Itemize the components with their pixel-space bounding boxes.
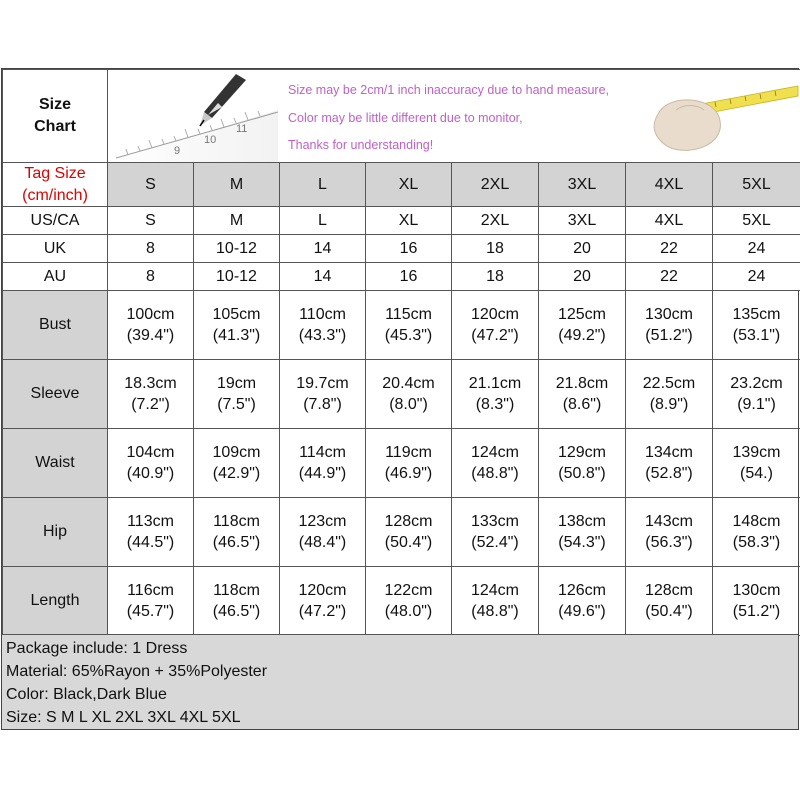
value-inch: (7.5") bbox=[217, 396, 256, 414]
size-row bbox=[3, 163, 800, 207]
title-line-2: Chart bbox=[34, 118, 76, 135]
size-cell: 18 bbox=[452, 235, 539, 263]
value-cm: 128cm bbox=[644, 581, 694, 599]
value-inch: (54.) bbox=[740, 465, 773, 483]
measurement-cell bbox=[194, 429, 280, 498]
product-info bbox=[2, 634, 798, 729]
measurement-cell bbox=[108, 291, 194, 360]
size-chart-table bbox=[2, 69, 800, 636]
value-cm: 135cm bbox=[732, 305, 781, 323]
note-color: Color may be little different due to monitor, bbox=[288, 111, 523, 125]
title-line-1: Size bbox=[38, 96, 71, 114]
measurement-cell bbox=[194, 360, 280, 429]
measurement-cell bbox=[713, 498, 800, 567]
value-inch: (8.9") bbox=[649, 396, 689, 414]
measurement-cell bbox=[280, 498, 366, 567]
size-cell: 24 bbox=[713, 263, 800, 291]
measurement-cell bbox=[280, 291, 366, 360]
measurement-cell bbox=[539, 498, 626, 567]
size-cell: 2XL bbox=[452, 163, 539, 207]
measurement-cell bbox=[108, 429, 194, 498]
measurement-label: Sleeve bbox=[3, 360, 108, 429]
size-cell: 10-12 bbox=[194, 263, 280, 291]
value-cm: 105cm bbox=[212, 305, 261, 323]
size-cell: S bbox=[108, 163, 194, 207]
note-accuracy: Size may be 2cm/1 inch inaccuracy due to hand measure, bbox=[288, 83, 610, 97]
value-cm: 129cm bbox=[557, 443, 607, 461]
value-inch: (8.6") bbox=[562, 396, 602, 414]
size-cell: 4XL bbox=[626, 163, 713, 207]
size-cell: 16 bbox=[366, 235, 452, 263]
value-inch: (50.4") bbox=[645, 603, 693, 621]
ruler-tick-11: 11 bbox=[236, 123, 248, 135]
measurement-label: Length bbox=[3, 567, 108, 636]
measurement-cell bbox=[194, 291, 280, 360]
value-inch: (42.9") bbox=[212, 465, 261, 483]
value-cm: 125cm bbox=[557, 305, 607, 323]
value-cm: 104cm bbox=[126, 443, 175, 461]
row-label: US/CA bbox=[3, 207, 108, 235]
measurement-label: Bust bbox=[3, 291, 108, 360]
ruler-tick-9: 9 bbox=[174, 145, 181, 157]
value-inch: (54.3") bbox=[558, 534, 606, 552]
value-cm: 122cm bbox=[384, 581, 433, 599]
size-cell: 4XL bbox=[626, 207, 713, 235]
measurement-cell bbox=[713, 429, 800, 498]
value-cm: 138cm bbox=[557, 512, 607, 530]
measurement-cell bbox=[626, 360, 713, 429]
value-inch: (43.3") bbox=[298, 327, 347, 345]
value-inch: (8.0") bbox=[389, 396, 428, 414]
size-cell: XL bbox=[366, 207, 452, 235]
measurement-row bbox=[3, 429, 800, 498]
banner bbox=[108, 70, 800, 163]
size-cell: M bbox=[194, 163, 280, 207]
measurement-cell bbox=[539, 429, 626, 498]
measurement-cell bbox=[366, 498, 452, 567]
size-chart bbox=[1, 68, 799, 730]
value-inch: (50.4") bbox=[384, 534, 433, 552]
measurement-cell bbox=[539, 567, 626, 636]
size-cell: 22 bbox=[626, 263, 713, 291]
size-cell: 22 bbox=[626, 235, 713, 263]
size-cell: 5XL bbox=[713, 207, 800, 235]
value-inch: (46.5") bbox=[212, 534, 261, 552]
measurement-cell bbox=[194, 498, 280, 567]
hand-icon bbox=[654, 100, 720, 151]
value-inch: (49.2") bbox=[558, 327, 606, 345]
value-cm: 21.1cm bbox=[468, 374, 522, 392]
measurement-row bbox=[3, 360, 800, 429]
value-cm: 118cm bbox=[213, 512, 260, 530]
value-inch: (48.8") bbox=[471, 465, 519, 483]
value-cm: 124cm bbox=[470, 581, 520, 599]
value-inch: (7.8") bbox=[303, 396, 342, 414]
measurement-cell bbox=[713, 360, 800, 429]
value-cm: 21.8cm bbox=[555, 374, 609, 392]
size-cell: 14 bbox=[280, 235, 366, 263]
value-cm: 113cm bbox=[127, 512, 174, 530]
measurement-row bbox=[3, 498, 800, 567]
size-cell: 10-12 bbox=[194, 235, 280, 263]
chart-title bbox=[3, 70, 108, 163]
value-inch: (8.3") bbox=[475, 396, 515, 414]
size-cell: S bbox=[108, 207, 194, 235]
value-cm: 124cm bbox=[470, 443, 520, 461]
measurement-cell bbox=[280, 429, 366, 498]
value-inch: (47.2") bbox=[298, 603, 347, 621]
value-inch: (53.1") bbox=[732, 327, 781, 345]
value-inch: (41.3") bbox=[212, 327, 261, 345]
size-cell: L bbox=[280, 207, 366, 235]
size-cell: 14 bbox=[280, 263, 366, 291]
measurement-cell bbox=[366, 429, 452, 498]
measurement-cell bbox=[452, 360, 539, 429]
value-cm: 130cm bbox=[644, 305, 694, 323]
value-cm: 134cm bbox=[644, 443, 694, 461]
measurement-cell bbox=[626, 291, 713, 360]
value-cm: 139cm bbox=[732, 443, 781, 461]
size-cell: 2XL bbox=[452, 207, 539, 235]
value-cm: 18.3cm bbox=[124, 374, 177, 392]
ruler-tick-10: 10 bbox=[204, 134, 217, 146]
value-inch: (51.2") bbox=[732, 603, 781, 621]
value-cm: 143cm bbox=[644, 512, 694, 530]
measurement-cell bbox=[452, 429, 539, 498]
value-inch: (48.4") bbox=[298, 534, 347, 552]
value-cm: 148cm bbox=[732, 512, 781, 530]
measurement-cell bbox=[366, 360, 452, 429]
measurement-cell bbox=[713, 291, 800, 360]
value-inch: (47.2") bbox=[471, 327, 519, 345]
size-cell: 3XL bbox=[539, 163, 626, 207]
value-cm: 19cm bbox=[216, 374, 257, 392]
material-info: Material: 65%Rayon + 35%Polyester bbox=[6, 663, 268, 680]
measurement-label: Hip bbox=[3, 498, 108, 567]
value-inch: (50.8") bbox=[558, 465, 606, 483]
size-cell: 5XL bbox=[713, 163, 800, 207]
measurement-row bbox=[3, 291, 800, 360]
measurement-label: Waist bbox=[3, 429, 108, 498]
measurement-cell bbox=[539, 291, 626, 360]
value-inch: (45.3") bbox=[384, 327, 433, 345]
value-cm: 109cm bbox=[212, 443, 261, 461]
value-cm: 120cm bbox=[298, 581, 347, 599]
measurement-cell bbox=[713, 567, 800, 636]
package-info: Package include: 1 Dress bbox=[6, 640, 188, 657]
value-inch: (51.2") bbox=[645, 327, 693, 345]
measurement-cell bbox=[280, 567, 366, 636]
note-thanks: Thanks for understanding! bbox=[288, 138, 434, 152]
measurement-cell bbox=[366, 291, 452, 360]
value-cm: 120cm bbox=[470, 305, 520, 323]
value-cm: 119cm bbox=[385, 443, 432, 461]
size-info: Size: S M L XL 2XL 3XL 4XL 5XL bbox=[6, 709, 241, 726]
size-cell: 24 bbox=[713, 235, 800, 263]
measurement-cell bbox=[452, 567, 539, 636]
value-inch: (39.4") bbox=[126, 327, 175, 345]
value-inch: (44.9") bbox=[298, 465, 347, 483]
measurement-cell bbox=[366, 567, 452, 636]
value-inch: (7.2") bbox=[131, 396, 170, 414]
value-inch: (49.6") bbox=[558, 603, 606, 621]
pen-icon bbox=[200, 74, 246, 126]
size-cell: XL bbox=[366, 163, 452, 207]
value-inch: (52.8") bbox=[645, 465, 693, 483]
value-inch: (45.7") bbox=[126, 603, 175, 621]
value-inch: (48.0") bbox=[384, 603, 433, 621]
value-inch: (52.4") bbox=[471, 534, 519, 552]
measurement-cell bbox=[108, 567, 194, 636]
value-cm: 100cm bbox=[126, 305, 175, 323]
size-cell: 8 bbox=[108, 235, 194, 263]
value-cm: 123cm bbox=[298, 512, 347, 530]
value-cm: 116cm bbox=[127, 581, 174, 599]
value-cm: 110cm bbox=[299, 305, 346, 323]
value-cm: 114cm bbox=[299, 443, 346, 461]
value-inch: (48.8") bbox=[471, 603, 519, 621]
value-inch: (46.5") bbox=[212, 603, 261, 621]
measurement-cell bbox=[626, 429, 713, 498]
value-inch: (44.5") bbox=[126, 534, 175, 552]
measurement-cell bbox=[108, 360, 194, 429]
value-inch: (9.1") bbox=[737, 396, 776, 414]
value-cm: 126cm bbox=[557, 581, 607, 599]
measurement-cell bbox=[194, 567, 280, 636]
row-label: UK bbox=[3, 235, 108, 263]
size-cell: 20 bbox=[539, 235, 626, 263]
size-cell: 8 bbox=[108, 263, 194, 291]
size-row bbox=[3, 263, 800, 291]
measurement-cell bbox=[452, 291, 539, 360]
value-inch: (56.3") bbox=[645, 534, 693, 552]
size-cell: 3XL bbox=[539, 207, 626, 235]
row-label: Tag Size (cm/inch) bbox=[3, 163, 108, 207]
value-cm: 22.5cm bbox=[642, 374, 696, 392]
value-cm: 128cm bbox=[384, 512, 433, 530]
value-inch: (46.9") bbox=[384, 465, 433, 483]
measurement-cell bbox=[280, 360, 366, 429]
row-label: AU bbox=[3, 263, 108, 291]
measurement-cell bbox=[452, 498, 539, 567]
value-cm: 19.7cm bbox=[296, 374, 349, 392]
value-cm: 20.4cm bbox=[382, 374, 435, 392]
size-row bbox=[3, 207, 800, 235]
measurement-cell bbox=[539, 360, 626, 429]
tape-measure-illustration bbox=[640, 70, 800, 162]
value-inch: (58.3") bbox=[732, 534, 781, 552]
value-cm: 130cm bbox=[732, 581, 781, 599]
pen-ruler-illustration bbox=[108, 70, 278, 162]
value-inch: (40.9") bbox=[126, 465, 175, 483]
value-cm: 115cm bbox=[385, 305, 432, 323]
color-info: Color: Black,Dark Blue bbox=[6, 686, 167, 703]
measurement-cell bbox=[626, 567, 713, 636]
value-cm: 23.2cm bbox=[730, 374, 783, 392]
measurement-cell bbox=[626, 498, 713, 567]
size-cell: 18 bbox=[452, 263, 539, 291]
measurement-cell bbox=[108, 498, 194, 567]
size-row bbox=[3, 235, 800, 263]
size-cell: 20 bbox=[539, 263, 626, 291]
size-cell: L bbox=[280, 163, 366, 207]
value-cm: 133cm bbox=[470, 512, 520, 530]
size-cell: M bbox=[194, 207, 280, 235]
measurement-row bbox=[3, 567, 800, 636]
value-cm: 118cm bbox=[213, 581, 260, 599]
size-cell: 16 bbox=[366, 263, 452, 291]
